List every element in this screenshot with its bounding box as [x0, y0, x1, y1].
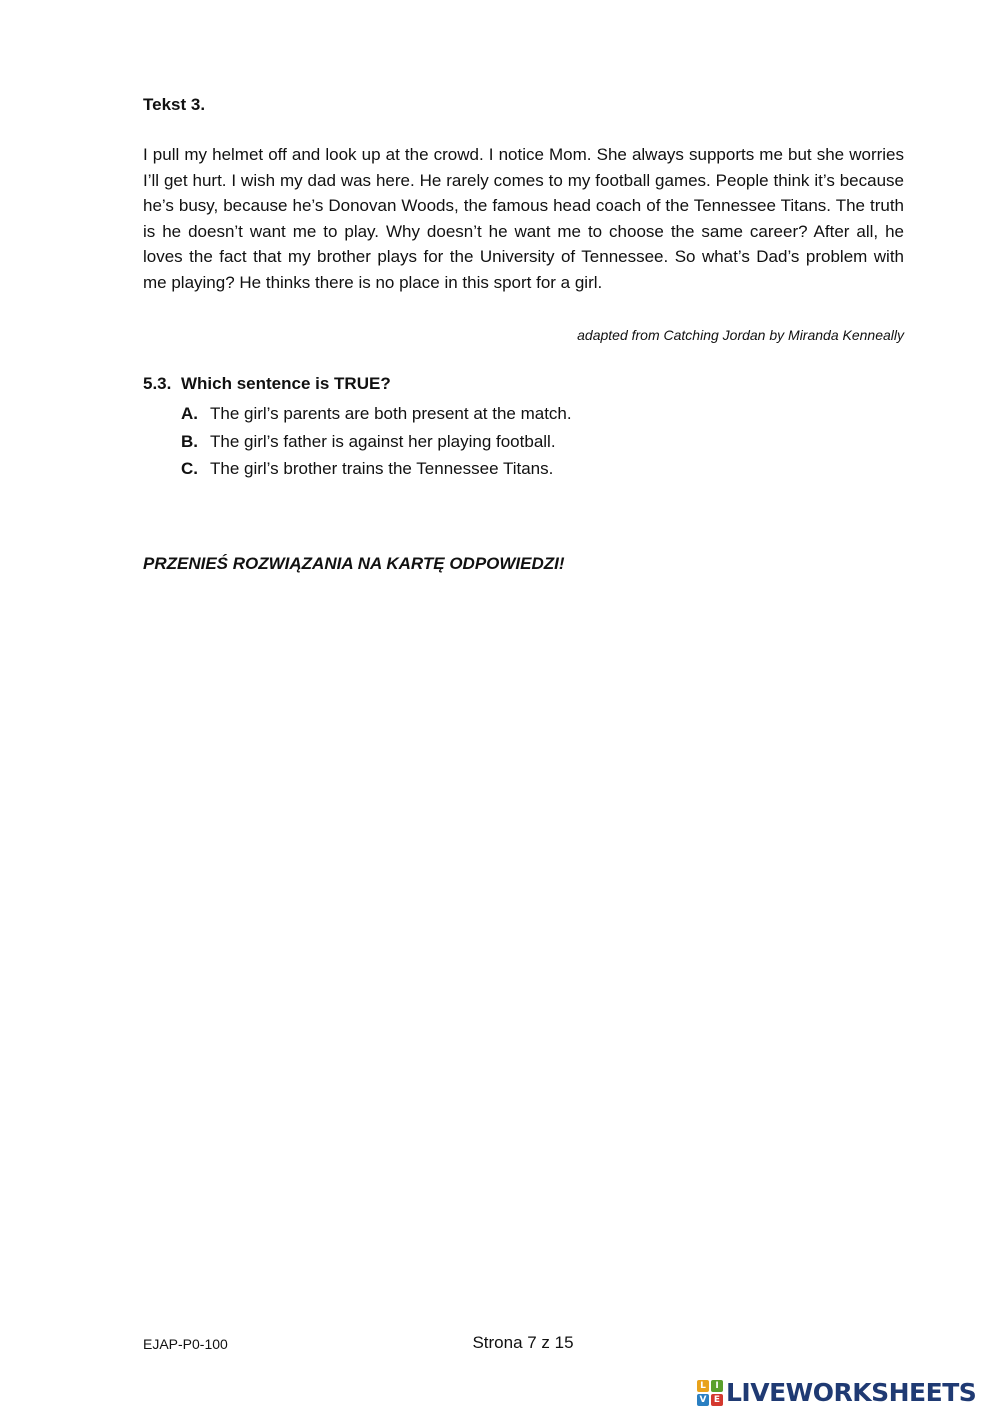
liveworksheets-logo[interactable] — [697, 1378, 976, 1407]
question-block — [143, 372, 904, 483]
option-letter: B. — [181, 431, 198, 451]
page-number: Strona 7 z 15 — [472, 1333, 574, 1352]
logo-tile-v: V — [697, 1394, 709, 1406]
option-text: The girl’s father is against her playing football. — [210, 431, 556, 451]
answer-options — [143, 400, 904, 483]
reading-passage: I pull my helmet off and look up at the crowd. I notice Mom. She always supports me but she worries I’ll get hurt. I wish my dad was here. He rarely comes to my football games. People think it’s because he’s busy, because he’s Donovan Woods, the famous head coach of the Tennessee Titans. The truth is he doesn’t want me to play. Why doesn’t he want me to choose the same career? After all, he loves the fact that my brother plays for the University of Tennessee. So what’s Dad’s problem with me playing? He thinks there is no place in this sport for a girl. — [143, 145, 904, 292]
exam-code: EJAP-P0-100 — [143, 1336, 228, 1352]
question-number: 5.3. — [143, 374, 172, 393]
question-text: Which sentence is TRUE? — [181, 374, 391, 393]
logo-tile-l: L — [697, 1380, 709, 1392]
option-letter: A. — [181, 404, 198, 423]
passage-source: adapted from Catching Jordan by Miranda Kenneally — [577, 327, 904, 343]
section-title: Tekst 3. — [143, 95, 206, 114]
option-letter: C. — [181, 459, 198, 478]
answer-option-a[interactable] — [181, 400, 904, 428]
liveworksheets-wordmark: LIVEWORKSHEETS — [726, 1378, 977, 1407]
answer-sheet-instruction: PRZENIEŚ ROZWIĄZANIA NA KARTĘ ODPOWIEDZI! — [143, 554, 565, 573]
logo-tile-e: E — [711, 1394, 723, 1406]
liveworksheets-icon — [697, 1380, 723, 1406]
question-heading — [143, 372, 904, 396]
answer-option-c[interactable] — [181, 455, 904, 483]
answer-option-b[interactable] — [181, 428, 904, 456]
logo-tile-i: I — [711, 1380, 723, 1392]
option-text: The girl’s brother trains the Tennessee Titans. — [210, 459, 554, 478]
option-text: The girl’s parents are both present at the match. — [210, 404, 572, 423]
